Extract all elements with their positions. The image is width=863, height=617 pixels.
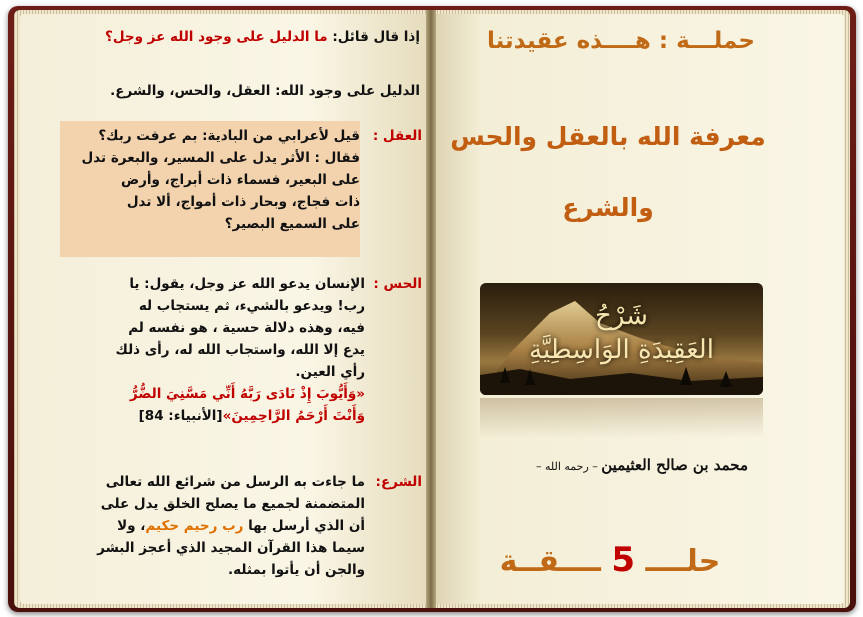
reason-line: على البعير، فسماء ذات أبراج، وأرض — [120, 172, 360, 188]
author-line — [440, 456, 748, 474]
sharia-line: المتضمنة لجميع ما يصلح الخلق يدل على — [100, 496, 365, 512]
quran-verse — [60, 383, 365, 427]
main-title-line-1: معرفة الله بالعقل والحس — [450, 122, 766, 151]
senses-line: رب! ويدعو بالشيء، ثم يستجاب له — [138, 298, 365, 314]
banner-line: العَقِيدَةِ الوَاسِطِيَّةِ — [529, 335, 714, 365]
book-banner-image — [480, 283, 763, 395]
book-spine — [426, 10, 436, 608]
sharia-text — [60, 471, 365, 581]
senses-text — [60, 273, 365, 383]
episode-indicator — [470, 540, 750, 580]
verse-line: وَأَنْتَ أَرْحَمُ الرَّاحِمِينَ» — [222, 408, 365, 424]
episode-number: 5 — [611, 540, 636, 580]
sharia-line — [60, 515, 365, 537]
sharia-label: الشرع: — [375, 474, 422, 490]
sharia-line: والجن أن يأتوا بمثله. — [228, 562, 365, 578]
question-line — [60, 26, 420, 48]
verse-reference: [الأنبياء: 84] — [138, 408, 223, 424]
question-text: ما الدليل على وجود الله عز وجل؟ — [104, 29, 328, 45]
sharia-line: سيما هذا القرآن المجيد الذي أعجز البشر — [97, 540, 365, 556]
sharia-line: ما جاءت به الرسل من شرائع الله تعالى — [105, 474, 365, 490]
evidence-intro: الدليل على وجود الله: العقل، والحس، والشرع. — [110, 83, 420, 99]
author-suffix: – رحمه الله – — [535, 460, 602, 473]
senses-line: فيه، وهذه دلالة حسية ، هو نفسه لم — [128, 320, 365, 336]
episode-word-end: ــــقــة — [499, 544, 601, 579]
episode-word-start: حلــــ — [645, 544, 721, 579]
campaign-title: حملـــة : هــــذه عقيدتنا — [487, 28, 755, 54]
banner-reflection — [480, 398, 763, 438]
senses-line: الإنسان يدعو الله عز وجل، يقول: يا — [129, 276, 365, 292]
banner-title — [480, 299, 763, 367]
senses-line: يدع إلا الله، واستجاب الله له، رأى ذلك — [115, 342, 365, 358]
senses-line: رأي العين. — [295, 364, 365, 380]
banner-line: شَرْحُ — [595, 301, 648, 331]
reason-text — [60, 125, 360, 235]
question-prefix: إذا قال قائل: — [327, 29, 420, 45]
main-title-line-2: والشرع — [562, 193, 654, 222]
reason-line: قيل لأعرابي من البادية: بم عرفت ربك؟ — [98, 128, 360, 144]
sharia-text-part: أن الذي أرسل بها — [243, 518, 365, 534]
sharia-highlight-text: رب رحيم حكيم — [145, 518, 244, 534]
reason-line: ذات فجاج، وبحار ذات أمواج، ألا تدل — [126, 194, 360, 210]
reason-line: فقال : الأثر يدل على المسير، والبعرة تدل — [81, 150, 360, 166]
reason-label: العقل : — [372, 128, 422, 144]
sharia-text-part: ، ولا — [117, 518, 146, 534]
senses-label: الحس : — [373, 276, 422, 292]
reason-line: على السميع البصير؟ — [224, 216, 360, 232]
verse-line: «وَأَيُّوبَ إِذْ نَادَى رَبَّهُ أَنِّي مَسَّنِيَ الضُّرُّ — [129, 386, 365, 402]
author-name: محمد بن صالح العثيمين — [601, 456, 748, 474]
